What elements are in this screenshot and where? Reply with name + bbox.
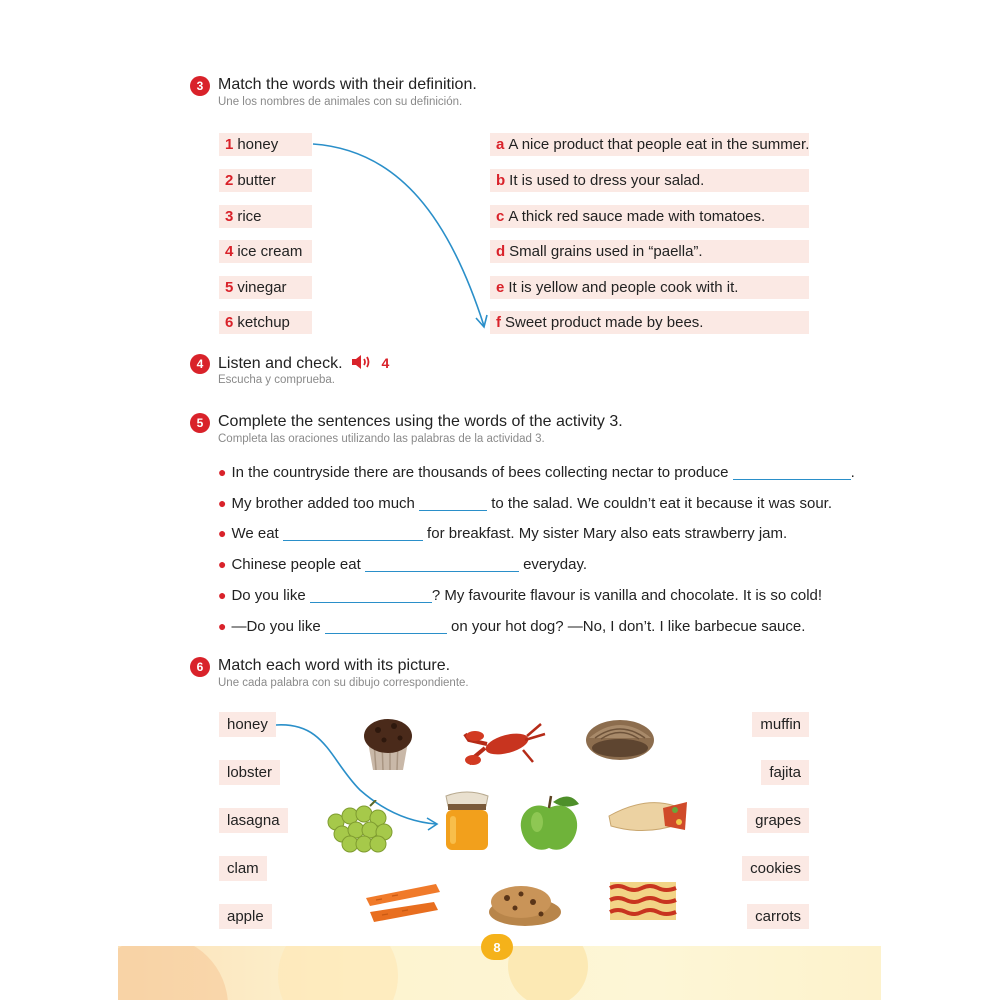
- grapes-picture[interactable]: [326, 800, 398, 854]
- word-box[interactable]: apple: [219, 904, 272, 929]
- word-box[interactable]: 4 ice cream: [219, 240, 312, 263]
- word-box[interactable]: 1 honey: [219, 133, 312, 156]
- word-box[interactable]: carrots: [747, 904, 809, 929]
- exercise-number: 4: [190, 354, 210, 374]
- word-box[interactable]: honey: [219, 712, 276, 737]
- exercise-subtitle: Une cada palabra con su dibujo correspondiente.: [218, 677, 469, 689]
- bullet-icon: ●: [218, 464, 227, 480]
- sentence: ● —Do you like on your hot dog? —No, I don’t. I like barbecue sauce.: [218, 618, 806, 635]
- sentence: ● We eat for breakfast. My sister Mary also eats strawberry jam.: [218, 525, 788, 542]
- exercise-subtitle: Une los nombres de animales con su definición.: [218, 96, 463, 108]
- bullet-icon: ●: [218, 587, 227, 603]
- sentence: ● Do you like ? My favourite flavour is vanilla and chocolate. It is so cold!: [218, 587, 823, 604]
- answer-blank[interactable]: [733, 465, 851, 480]
- word-box[interactable]: grapes: [747, 808, 809, 833]
- fajita-picture[interactable]: [605, 796, 689, 836]
- definition-box[interactable]: c A thick red sauce made with tomatoes.: [490, 205, 809, 228]
- definition-box[interactable]: f Sweet product made by bees.: [490, 311, 809, 334]
- exercise-number: 3: [190, 76, 210, 96]
- definition-box[interactable]: d Small grains used in “paella”.: [490, 240, 809, 263]
- cookies-picture[interactable]: [485, 882, 563, 928]
- exercise-number: 6: [190, 657, 210, 677]
- lobster-picture[interactable]: [463, 714, 547, 768]
- word-box[interactable]: lasagna: [219, 808, 288, 833]
- audio-track-number: 4: [381, 355, 390, 371]
- word-box[interactable]: lobster: [219, 760, 280, 785]
- bullet-icon: ●: [218, 618, 227, 634]
- bullet-icon: ●: [218, 495, 227, 511]
- audio-icon[interactable]: [351, 355, 377, 372]
- example-arrow-ex3: [313, 144, 484, 326]
- sentence: ● Chinese people eat everyday.: [218, 556, 587, 573]
- sentence: ● My brother added too much to the salad. We couldn’t eat it because it was sour.: [218, 495, 832, 512]
- muffin-picture[interactable]: [356, 712, 420, 772]
- sentence: ● In the countryside there are thousands of bees collecting nectar to produce .: [218, 464, 855, 481]
- word-box[interactable]: fajita: [761, 760, 809, 785]
- page-number: 8: [481, 934, 513, 960]
- answer-blank[interactable]: [365, 557, 519, 572]
- word-box[interactable]: 6 ketchup: [219, 311, 312, 334]
- exercise-title: Match the words with their definition.: [218, 76, 477, 93]
- clam-picture[interactable]: [583, 710, 657, 764]
- definition-box[interactable]: a A nice product that people eat in the summer.: [490, 133, 809, 156]
- bullet-icon: ●: [218, 556, 227, 572]
- word-box[interactable]: 5 vinegar: [219, 276, 312, 299]
- exercise-subtitle: Escucha y comprueba.: [218, 374, 335, 386]
- word-box[interactable]: 3 rice: [219, 205, 312, 228]
- answer-blank[interactable]: [419, 496, 487, 511]
- word-box[interactable]: muffin: [752, 712, 809, 737]
- exercise-subtitle: Completa las oraciones utilizando las palabras de la actividad 3.: [218, 433, 545, 445]
- carrots-picture[interactable]: [362, 880, 442, 924]
- bullet-icon: ●: [218, 525, 227, 541]
- honey-jar-picture[interactable]: [440, 790, 494, 852]
- word-box[interactable]: 2 butter: [219, 169, 312, 192]
- answer-blank[interactable]: [283, 526, 423, 541]
- exercise-number: 5: [190, 413, 210, 433]
- exercise-title: Match each word with its picture.: [218, 657, 451, 674]
- apple-picture[interactable]: [517, 792, 583, 854]
- definition-box[interactable]: e It is yellow and people cook with it.: [490, 276, 809, 299]
- answer-blank[interactable]: [325, 619, 447, 634]
- word-box[interactable]: clam: [219, 856, 267, 881]
- exercise-title: Complete the sentences using the words of the activity 3.: [218, 413, 623, 430]
- word-box[interactable]: cookies: [742, 856, 809, 881]
- lasagna-picture[interactable]: [606, 878, 680, 924]
- definition-box[interactable]: b It is used to dress your salad.: [490, 169, 809, 192]
- exercise-title: Listen and check. 4: [218, 355, 390, 372]
- answer-blank[interactable]: [310, 588, 432, 603]
